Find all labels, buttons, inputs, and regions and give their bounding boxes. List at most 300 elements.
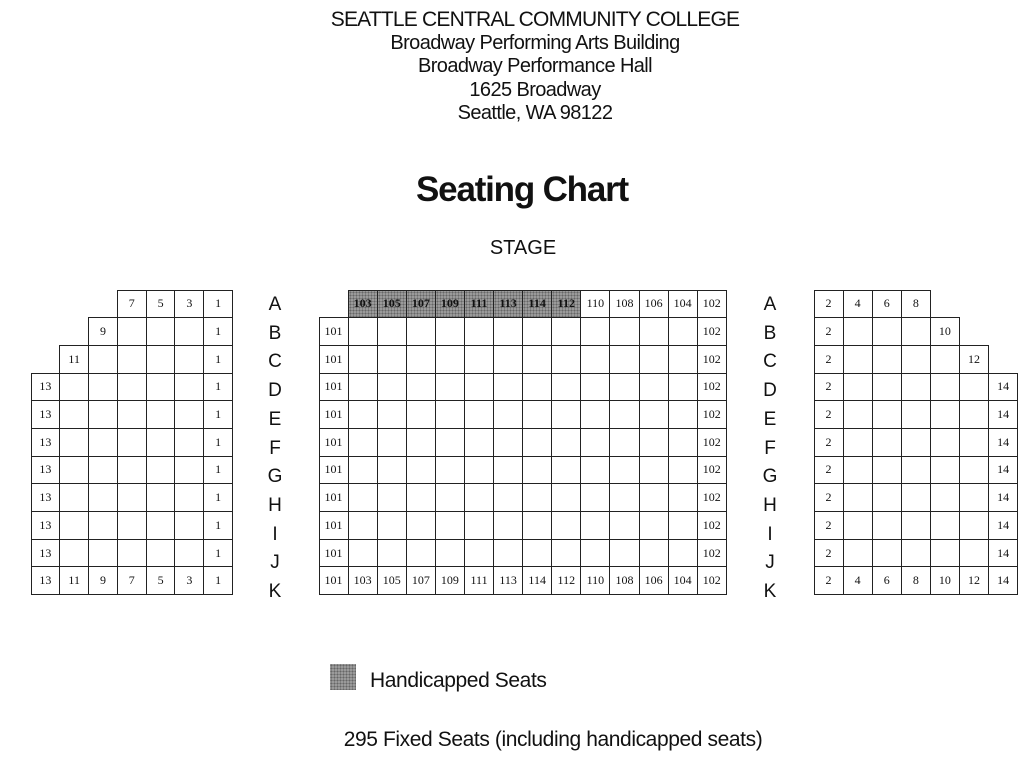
row-label: D — [268, 380, 282, 402]
venue-header — [0, 8, 1024, 126]
seat — [117, 373, 147, 402]
seat — [580, 373, 610, 402]
seat — [843, 345, 873, 374]
seat — [117, 456, 147, 485]
seat: 13 — [31, 400, 61, 429]
seat — [146, 539, 176, 568]
seat: 1 — [203, 345, 233, 374]
seat: 14 — [988, 483, 1018, 512]
seat: 14 — [988, 539, 1018, 568]
seat — [88, 456, 118, 485]
seat — [668, 456, 698, 485]
seat: 114 — [522, 566, 552, 595]
seat: 2 — [814, 317, 844, 346]
row-label: G — [762, 466, 778, 488]
seat — [117, 511, 147, 540]
seat — [88, 483, 118, 512]
seat — [901, 317, 931, 346]
seat — [377, 345, 407, 374]
seat-gap — [59, 290, 89, 319]
seat — [901, 428, 931, 457]
seat — [493, 373, 523, 402]
seat — [843, 539, 873, 568]
seat — [872, 539, 902, 568]
seat: 1 — [203, 290, 233, 319]
seat — [872, 483, 902, 512]
seat: 8 — [901, 290, 931, 319]
seat — [522, 373, 552, 402]
seat — [435, 373, 465, 402]
seat — [435, 345, 465, 374]
street-address: 1625 Broadway — [469, 78, 601, 101]
seat: 110 — [580, 566, 610, 595]
seat: 2 — [814, 428, 844, 457]
seat-gap — [31, 345, 61, 374]
seat — [843, 317, 873, 346]
seat — [493, 483, 523, 512]
seat: 9 — [88, 566, 118, 595]
seat: 2 — [814, 373, 844, 402]
seat: 112 — [551, 566, 581, 595]
seat — [59, 511, 89, 540]
seat: 111 — [464, 290, 494, 319]
seat: 107 — [406, 566, 436, 595]
seat — [522, 400, 552, 429]
seat: 106 — [639, 290, 669, 319]
seat — [843, 511, 873, 540]
seat — [522, 428, 552, 457]
seat: 4 — [843, 566, 873, 595]
seat — [464, 317, 494, 346]
seat: 8 — [901, 566, 931, 595]
seat — [59, 373, 89, 402]
seat — [117, 428, 147, 457]
page-title: Seating Chart — [416, 170, 628, 209]
seat: 12 — [959, 566, 989, 595]
city-address: Seattle, WA 98122 — [457, 102, 613, 124]
seat: 101 — [319, 483, 349, 512]
seat: 114 — [522, 290, 552, 319]
seat — [117, 345, 147, 374]
seat — [901, 483, 931, 512]
seat — [59, 428, 89, 457]
seat: 102 — [697, 456, 727, 485]
seat — [930, 539, 960, 568]
seat — [174, 400, 204, 429]
seat-gap — [31, 290, 61, 319]
seat — [580, 539, 610, 568]
row-label: F — [269, 437, 281, 459]
seat — [901, 400, 931, 429]
seat: 3 — [174, 290, 204, 319]
seat — [348, 539, 378, 568]
seat: 101 — [319, 345, 349, 374]
seat — [872, 317, 902, 346]
seat — [930, 483, 960, 512]
seat — [146, 483, 176, 512]
seat — [493, 317, 523, 346]
seat — [580, 456, 610, 485]
seat — [406, 539, 436, 568]
seat: 2 — [814, 345, 844, 374]
seat — [872, 373, 902, 402]
seat — [406, 400, 436, 429]
seat — [959, 456, 989, 485]
seat: 13 — [31, 566, 61, 595]
seat — [348, 317, 378, 346]
seat — [174, 456, 204, 485]
seat: 2 — [814, 566, 844, 595]
row-label: C — [763, 351, 777, 373]
seat — [668, 400, 698, 429]
seat: 2 — [814, 400, 844, 429]
seat — [930, 373, 960, 402]
seat: 14 — [988, 566, 1018, 595]
seat: 101 — [319, 373, 349, 402]
seat: 2 — [814, 539, 844, 568]
right-seat-section — [814, 290, 1018, 595]
seat: 7 — [117, 290, 147, 319]
seat — [930, 400, 960, 429]
row-label: K — [763, 581, 777, 602]
seat — [872, 456, 902, 485]
seat: 101 — [319, 400, 349, 429]
row-label: F — [764, 437, 776, 459]
seat — [146, 400, 176, 429]
seat — [174, 539, 204, 568]
row-label: C — [268, 351, 282, 373]
seat — [668, 428, 698, 457]
seat: 14 — [988, 400, 1018, 429]
seat — [843, 456, 873, 485]
seat — [609, 400, 639, 429]
seat — [901, 345, 931, 374]
row-label: H — [763, 494, 777, 516]
row-label: A — [763, 294, 777, 315]
seat: 101 — [319, 539, 349, 568]
seat: 11 — [59, 345, 89, 374]
seat: 14 — [988, 456, 1018, 485]
seat — [146, 317, 176, 346]
seat — [377, 373, 407, 402]
seat — [668, 345, 698, 374]
seat — [872, 400, 902, 429]
seat: 102 — [697, 566, 727, 595]
row-label: J — [765, 552, 775, 574]
row-label: G — [267, 466, 283, 488]
seat — [146, 511, 176, 540]
handicapped-legend-swatch — [330, 664, 356, 690]
seat: 108 — [609, 290, 639, 319]
seat: 9 — [88, 317, 118, 346]
seat — [348, 345, 378, 374]
row-label: J — [270, 552, 280, 574]
seat — [639, 511, 669, 540]
seat — [464, 373, 494, 402]
seat-gap — [988, 317, 1018, 346]
seat: 105 — [377, 566, 407, 595]
seat — [59, 456, 89, 485]
seat: 6 — [872, 566, 902, 595]
row-label: B — [763, 322, 777, 344]
seat-gap — [959, 317, 989, 346]
seat — [580, 428, 610, 457]
seat — [146, 456, 176, 485]
seat: 12 — [959, 345, 989, 374]
stage-label: STAGE — [489, 237, 557, 259]
seat: 110 — [580, 290, 610, 319]
seat — [88, 400, 118, 429]
seat — [959, 373, 989, 402]
seat-gap — [59, 317, 89, 346]
seat-gap — [959, 290, 989, 319]
seat: 1 — [203, 373, 233, 402]
seat — [377, 511, 407, 540]
seat: 14 — [988, 511, 1018, 540]
row-label: A — [268, 294, 282, 315]
seat: 102 — [697, 483, 727, 512]
seat — [348, 483, 378, 512]
row-label: E — [268, 408, 282, 430]
seat — [146, 373, 176, 402]
seat — [668, 373, 698, 402]
seat — [959, 539, 989, 568]
seat — [580, 483, 610, 512]
seat — [88, 511, 118, 540]
seat — [406, 483, 436, 512]
seat — [88, 345, 118, 374]
seat — [406, 317, 436, 346]
seat — [174, 511, 204, 540]
seat — [930, 428, 960, 457]
seat — [930, 456, 960, 485]
building-name: Broadway Performing Arts Building — [390, 31, 680, 54]
seat — [348, 373, 378, 402]
seat — [377, 428, 407, 457]
seat: 111 — [464, 566, 494, 595]
seat: 13 — [31, 428, 61, 457]
seat — [464, 539, 494, 568]
seat — [551, 483, 581, 512]
seat — [493, 456, 523, 485]
seat: 10 — [930, 566, 960, 595]
seat: 1 — [203, 539, 233, 568]
seat: 11 — [59, 566, 89, 595]
seat — [377, 317, 407, 346]
seat: 13 — [31, 483, 61, 512]
row-label: I — [272, 523, 278, 545]
row-label: K — [268, 581, 282, 602]
seat — [872, 345, 902, 374]
seat — [464, 456, 494, 485]
seat — [551, 456, 581, 485]
seat — [493, 400, 523, 429]
seat: 102 — [697, 317, 727, 346]
seat: 102 — [697, 345, 727, 374]
seat — [609, 345, 639, 374]
seat: 109 — [435, 290, 465, 319]
seat — [348, 428, 378, 457]
seat — [609, 539, 639, 568]
seat — [609, 373, 639, 402]
seat — [88, 428, 118, 457]
seat — [435, 511, 465, 540]
seat: 3 — [174, 566, 204, 595]
seat — [872, 428, 902, 457]
institution-name: SEATTLE CENTRAL COMMUNITY COLLEGE — [330, 8, 740, 31]
seat: 106 — [639, 566, 669, 595]
row-label: I — [767, 523, 773, 545]
seat — [639, 428, 669, 457]
seat — [435, 428, 465, 457]
seat: 13 — [31, 539, 61, 568]
seat — [348, 511, 378, 540]
seat — [930, 511, 960, 540]
seat — [493, 539, 523, 568]
seat-gap — [930, 290, 960, 319]
seat: 102 — [697, 428, 727, 457]
seat — [464, 483, 494, 512]
seat — [377, 539, 407, 568]
seat — [406, 373, 436, 402]
seat — [551, 373, 581, 402]
seat — [551, 511, 581, 540]
seat: 102 — [697, 290, 727, 319]
seat — [609, 456, 639, 485]
seat — [174, 317, 204, 346]
seat — [146, 428, 176, 457]
seat: 113 — [493, 566, 523, 595]
seat — [959, 428, 989, 457]
seat — [843, 483, 873, 512]
seat — [377, 483, 407, 512]
seat: 101 — [319, 566, 349, 595]
seat — [668, 511, 698, 540]
seat: 105 — [377, 290, 407, 319]
seat: 13 — [31, 373, 61, 402]
seat: 101 — [319, 511, 349, 540]
seat: 14 — [988, 428, 1018, 457]
seat — [146, 345, 176, 374]
seat — [117, 539, 147, 568]
seat: 104 — [668, 290, 698, 319]
seat — [522, 511, 552, 540]
seat — [901, 373, 931, 402]
seat: 13 — [31, 456, 61, 485]
seat — [609, 428, 639, 457]
seat — [551, 400, 581, 429]
seat — [406, 511, 436, 540]
seat: 107 — [406, 290, 436, 319]
seat — [88, 539, 118, 568]
seat — [843, 400, 873, 429]
seat-gap — [319, 290, 349, 319]
seat: 4 — [843, 290, 873, 319]
seat — [901, 511, 931, 540]
seat: 108 — [609, 566, 639, 595]
seat: 103 — [348, 290, 378, 319]
seat-gap — [88, 290, 118, 319]
seat — [464, 428, 494, 457]
hall-name: Broadway Performance Hall — [418, 55, 652, 77]
seat — [59, 539, 89, 568]
seat — [551, 539, 581, 568]
seat — [174, 345, 204, 374]
seat: 10 — [930, 317, 960, 346]
seat — [59, 483, 89, 512]
seat — [464, 345, 494, 374]
seat: 5 — [146, 566, 176, 595]
seat — [843, 428, 873, 457]
seat: 1 — [203, 428, 233, 457]
seat: 1 — [203, 456, 233, 485]
seat-gap — [988, 290, 1018, 319]
seat: 102 — [697, 511, 727, 540]
seat — [959, 400, 989, 429]
seat — [522, 456, 552, 485]
seat: 109 — [435, 566, 465, 595]
row-label: B — [268, 322, 282, 344]
seat-gap — [31, 317, 61, 346]
seat-gap — [988, 345, 1018, 374]
seat — [580, 345, 610, 374]
seat: 7 — [117, 566, 147, 595]
seat — [464, 511, 494, 540]
seat — [639, 483, 669, 512]
seat: 2 — [814, 456, 844, 485]
seat — [872, 511, 902, 540]
seat: 13 — [31, 511, 61, 540]
seat: 102 — [697, 373, 727, 402]
seat: 102 — [697, 539, 727, 568]
seat — [435, 456, 465, 485]
seat: 103 — [348, 566, 378, 595]
seat — [348, 456, 378, 485]
seat — [959, 511, 989, 540]
seat — [174, 428, 204, 457]
seat — [348, 400, 378, 429]
seat — [464, 400, 494, 429]
row-label: H — [268, 494, 282, 516]
seat — [580, 400, 610, 429]
seat: 112 — [551, 290, 581, 319]
seat — [435, 539, 465, 568]
seat — [406, 456, 436, 485]
seat: 1 — [203, 566, 233, 595]
seat — [609, 483, 639, 512]
seat — [639, 373, 669, 402]
seat — [435, 317, 465, 346]
seat — [959, 483, 989, 512]
row-label: E — [763, 408, 777, 430]
seat — [117, 317, 147, 346]
seat — [551, 345, 581, 374]
seat — [522, 539, 552, 568]
row-label: D — [763, 380, 777, 402]
seat — [522, 345, 552, 374]
seat — [639, 317, 669, 346]
seat — [377, 400, 407, 429]
seat — [493, 345, 523, 374]
seat — [609, 317, 639, 346]
seat: 6 — [872, 290, 902, 319]
seat: 1 — [203, 511, 233, 540]
seat: 2 — [814, 483, 844, 512]
seat — [843, 373, 873, 402]
seat — [88, 373, 118, 402]
seat: 104 — [668, 566, 698, 595]
seat — [117, 483, 147, 512]
